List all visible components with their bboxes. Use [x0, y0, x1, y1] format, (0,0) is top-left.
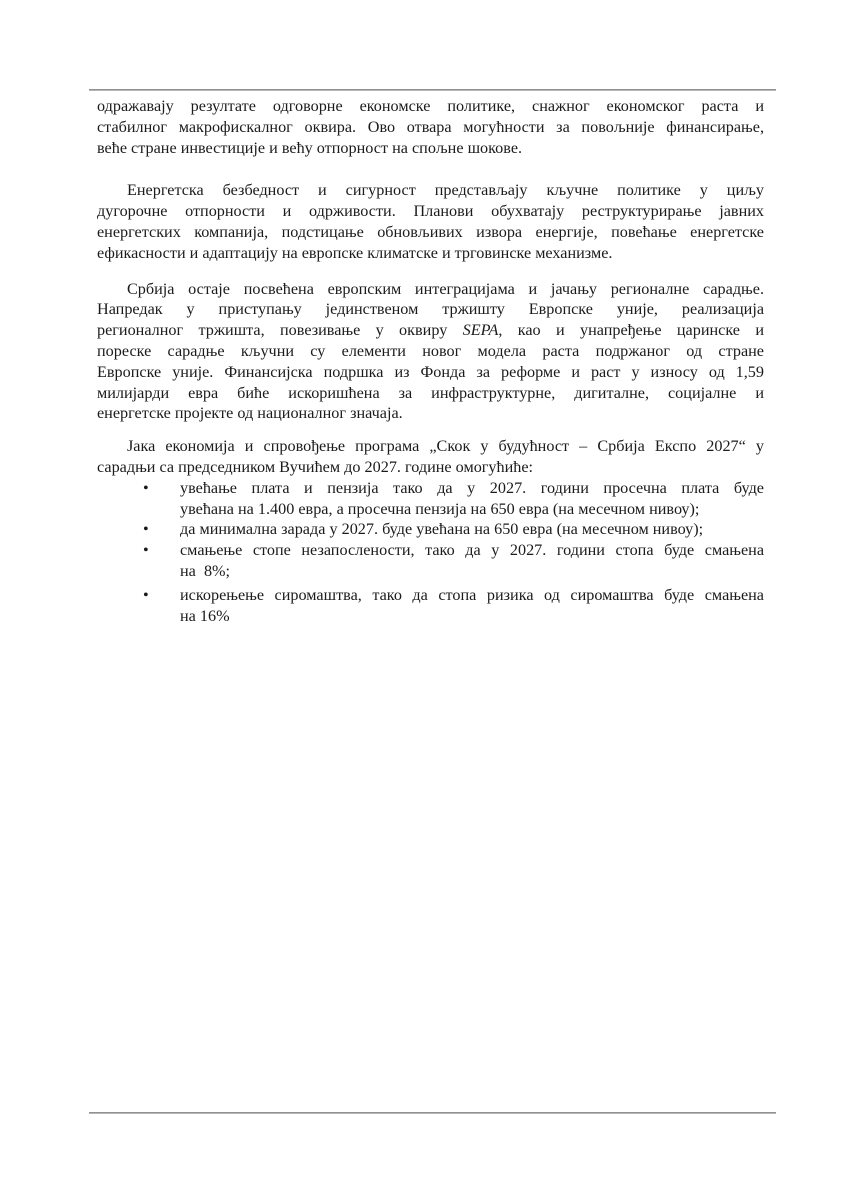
- text-line: Србија остаје посвећена европским интеграцијама и јачању регионалне сарадње.: [127, 279, 764, 298]
- paragraph-4: [97, 436, 764, 478]
- bullet-text-line: искорењење сиромаштва, тако да стопа ризика од сиромаштва буде смањена: [180, 585, 764, 604]
- bullet-text-line: на 8%;: [180, 561, 231, 580]
- bullet-list: [97, 478, 764, 627]
- sepa-italic-term: SEPA: [462, 321, 499, 340]
- bullet-text-line: увећање плата и пензија тако да у 2027. години просечна плата буде: [180, 478, 764, 497]
- bullet-item: [97, 478, 764, 520]
- bullet-item: [97, 540, 764, 582]
- text-line: одражавају резултате одговорне економске политике, снажног економског раста и: [97, 97, 764, 115]
- text-segment: регионалног тржишта, повезивање у оквиру: [97, 321, 463, 340]
- bullet-text-line: да минимална зарада у 2027. буде увећана на 650 евра (на месечном нивоу);: [180, 520, 704, 539]
- text-line: енергетских компанија, подстицање обновљивих извора енергије, повећање енергетске: [97, 222, 764, 241]
- text-line: Јака економија и спровођење програма „Скок у будућност – Србија Експо 2027“ у: [127, 437, 764, 456]
- text-line: веће стране инвестиције и већу отпорност на спољне шокове.: [97, 138, 523, 157]
- text-line: ефикасности и адаптацију на европске климатске и трговинске механизме.: [97, 243, 613, 262]
- bullet-item: [97, 519, 764, 540]
- bullet-icon: •: [143, 541, 149, 560]
- text-line: милијарди евра биће искоришћена за инфраструктурне, дигиталне, социјалне и: [97, 383, 764, 402]
- text-line: стабилног макрофискалног оквира. Ово отвара могућности за повољније финансирање,: [97, 117, 764, 136]
- bullet-icon: •: [143, 585, 149, 604]
- text-line: Напредак у приступању јединственом тржишту Европске уније, реализација: [97, 300, 764, 319]
- text-line: Енергетска безбедност и сигурност представљају кључне политике у циљу: [127, 181, 764, 200]
- text-line: пореске сарадње кључни су елементи новог модела раста подржаног од стране: [97, 341, 764, 360]
- header-rule: [89, 89, 776, 91]
- text-line: дугорочне отпорности и одрживости. Планови обухватају реструктурирање јавних: [97, 202, 764, 221]
- text-line: сарадњи са председником Вучићем до 2027. године омогућиће:: [97, 457, 534, 476]
- paragraph-2: [97, 180, 764, 263]
- bullet-icon: •: [143, 520, 149, 539]
- bullet-icon: •: [143, 478, 149, 497]
- footer-rule: [89, 1112, 776, 1114]
- bullet-text-line: увећана на 1.400 евра, а просечна пензија на 650 евра (на месечном нивоу);: [180, 499, 700, 518]
- bullet-text-line: на 16%: [180, 606, 230, 625]
- text-line: Европске уније. Финансијска подршка из Фонда за реформе и раст у износу од 1,59: [97, 362, 764, 381]
- text-line-sepa: [97, 320, 764, 341]
- paragraph-1: [97, 96, 764, 158]
- text-segment: , као и унапређење царинске и: [498, 321, 765, 340]
- paragraph-3: [97, 279, 764, 425]
- bullet-text-line: смањење стопе незапослености, тако да у 2027. години стопа буде смањена: [180, 541, 764, 560]
- document-body: [97, 96, 764, 626]
- text-line: енергетске пројекте од националног значаја.: [97, 404, 403, 423]
- bullet-item: [97, 585, 764, 627]
